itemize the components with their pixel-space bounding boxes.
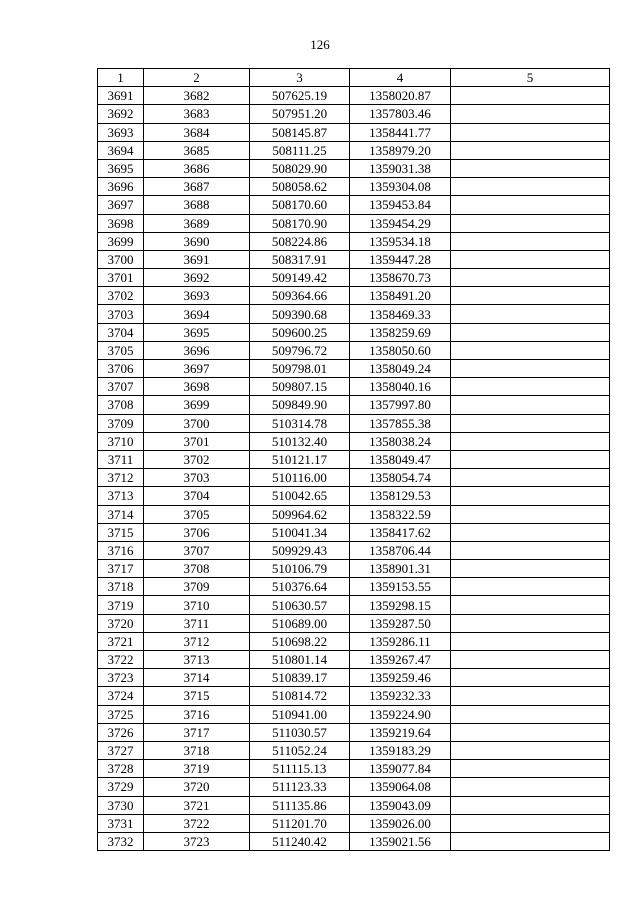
cell-note — [451, 341, 610, 359]
cell-note — [451, 141, 610, 159]
cell-y-coordinate: 1359077.84 — [350, 760, 451, 778]
table-row — [98, 450, 610, 468]
cell-y-coordinate: 1359021.56 — [350, 832, 451, 850]
cell-point-number: 3712 — [98, 469, 144, 487]
cell-x-coordinate: 509149.42 — [250, 269, 350, 287]
cell-point-number: 3692 — [98, 105, 144, 123]
cell-point-number: 3691 — [98, 87, 144, 105]
cell-point-number: 3727 — [98, 741, 144, 759]
table-row — [98, 741, 610, 759]
cell-reference-number: 3709 — [144, 578, 250, 596]
cell-point-number: 3726 — [98, 723, 144, 741]
cell-note — [451, 287, 610, 305]
cell-y-coordinate: 1358417.62 — [350, 523, 451, 541]
cell-x-coordinate: 510116.00 — [250, 469, 350, 487]
page-number: 126 — [310, 37, 330, 52]
cell-x-coordinate: 511030.57 — [250, 723, 350, 741]
cell-x-coordinate: 510801.14 — [250, 651, 350, 669]
cell-note — [451, 432, 610, 450]
cell-reference-number: 3687 — [144, 178, 250, 196]
cell-point-number: 3695 — [98, 159, 144, 177]
cell-x-coordinate: 511115.13 — [250, 760, 350, 778]
cell-note — [451, 105, 610, 123]
cell-note — [451, 269, 610, 287]
cell-x-coordinate: 511123.33 — [250, 778, 350, 796]
table-row — [98, 105, 610, 123]
cell-x-coordinate: 510689.00 — [250, 614, 350, 632]
cell-y-coordinate: 1359031.38 — [350, 159, 451, 177]
cell-note — [451, 232, 610, 250]
table-row — [98, 87, 610, 105]
cell-note — [451, 669, 610, 687]
cell-reference-number: 3697 — [144, 360, 250, 378]
cell-note — [451, 614, 610, 632]
cell-note — [451, 705, 610, 723]
cell-point-number: 3703 — [98, 305, 144, 323]
cell-reference-number: 3682 — [144, 87, 250, 105]
cell-y-coordinate: 1358049.24 — [350, 360, 451, 378]
cell-y-coordinate: 1359026.00 — [350, 814, 451, 832]
table-row — [98, 614, 610, 632]
cell-note — [451, 651, 610, 669]
table-body — [98, 87, 610, 851]
cell-x-coordinate: 510698.22 — [250, 632, 350, 650]
cell-point-number: 3725 — [98, 705, 144, 723]
table-row — [98, 178, 610, 196]
table-row — [98, 432, 610, 450]
cell-note — [451, 832, 610, 850]
cell-reference-number: 3713 — [144, 651, 250, 669]
cell-note — [451, 578, 610, 596]
cell-x-coordinate: 509929.43 — [250, 541, 350, 559]
cell-point-number: 3696 — [98, 178, 144, 196]
cell-x-coordinate: 508224.86 — [250, 232, 350, 250]
cell-y-coordinate: 1359267.47 — [350, 651, 451, 669]
cell-x-coordinate: 508111.25 — [250, 141, 350, 159]
cell-point-number: 3706 — [98, 360, 144, 378]
cell-note — [451, 378, 610, 396]
cell-note — [451, 814, 610, 832]
cell-y-coordinate: 1357803.46 — [350, 105, 451, 123]
cell-x-coordinate: 509807.15 — [250, 378, 350, 396]
cell-point-number: 3694 — [98, 141, 144, 159]
cell-y-coordinate: 1359298.15 — [350, 596, 451, 614]
cell-y-coordinate: 1359183.29 — [350, 741, 451, 759]
cell-note — [451, 323, 610, 341]
cell-point-number: 3704 — [98, 323, 144, 341]
cell-reference-number: 3683 — [144, 105, 250, 123]
cell-x-coordinate: 508058.62 — [250, 178, 350, 196]
cell-y-coordinate: 1359064.08 — [350, 778, 451, 796]
cell-y-coordinate: 1359153.55 — [350, 578, 451, 596]
cell-point-number: 3709 — [98, 414, 144, 432]
cell-reference-number: 3691 — [144, 250, 250, 268]
table-row — [98, 541, 610, 559]
cell-y-coordinate: 1359232.33 — [350, 687, 451, 705]
column-header-4: 4 — [350, 69, 451, 87]
cell-point-number: 3729 — [98, 778, 144, 796]
table-row — [98, 723, 610, 741]
table-row — [98, 487, 610, 505]
cell-point-number: 3728 — [98, 760, 144, 778]
cell-y-coordinate: 1358322.59 — [350, 505, 451, 523]
cell-y-coordinate: 1358040.16 — [350, 378, 451, 396]
cell-y-coordinate: 1357997.80 — [350, 396, 451, 414]
cell-y-coordinate: 1359287.50 — [350, 614, 451, 632]
cell-note — [451, 250, 610, 268]
cell-reference-number: 3704 — [144, 487, 250, 505]
cell-x-coordinate: 509796.72 — [250, 341, 350, 359]
cell-note — [451, 396, 610, 414]
cell-point-number: 3715 — [98, 523, 144, 541]
cell-x-coordinate: 507625.19 — [250, 87, 350, 105]
cell-y-coordinate: 1359447.28 — [350, 250, 451, 268]
cell-point-number: 3710 — [98, 432, 144, 450]
cell-x-coordinate: 509964.62 — [250, 505, 350, 523]
cell-reference-number: 3719 — [144, 760, 250, 778]
cell-reference-number: 3705 — [144, 505, 250, 523]
cell-point-number: 3723 — [98, 669, 144, 687]
table-row — [98, 505, 610, 523]
cell-reference-number: 3722 — [144, 814, 250, 832]
cell-x-coordinate: 510376.64 — [250, 578, 350, 596]
cell-reference-number: 3696 — [144, 341, 250, 359]
table-row — [98, 687, 610, 705]
cell-x-coordinate: 510630.57 — [250, 596, 350, 614]
cell-y-coordinate: 1359534.18 — [350, 232, 451, 250]
cell-y-coordinate: 1358491.20 — [350, 287, 451, 305]
table-row — [98, 469, 610, 487]
cell-x-coordinate: 509798.01 — [250, 360, 350, 378]
cell-point-number: 3720 — [98, 614, 144, 632]
cell-note — [451, 487, 610, 505]
cell-point-number: 3731 — [98, 814, 144, 832]
cell-x-coordinate: 510814.72 — [250, 687, 350, 705]
table-row — [98, 596, 610, 614]
cell-x-coordinate: 511201.70 — [250, 814, 350, 832]
cell-x-coordinate: 510132.40 — [250, 432, 350, 450]
column-header-2: 2 — [144, 69, 250, 87]
cell-point-number: 3713 — [98, 487, 144, 505]
table-row — [98, 250, 610, 268]
cell-reference-number: 3684 — [144, 123, 250, 141]
cell-note — [451, 596, 610, 614]
cell-point-number: 3697 — [98, 196, 144, 214]
table-row — [98, 341, 610, 359]
cell-note — [451, 778, 610, 796]
cell-x-coordinate: 509364.66 — [250, 287, 350, 305]
cell-point-number: 3724 — [98, 687, 144, 705]
cell-y-coordinate: 1359453.84 — [350, 196, 451, 214]
table-header-row — [98, 69, 610, 87]
table-row — [98, 778, 610, 796]
cell-y-coordinate: 1358469.33 — [350, 305, 451, 323]
table-row — [98, 360, 610, 378]
table-row — [98, 578, 610, 596]
cell-y-coordinate: 1358049.47 — [350, 450, 451, 468]
cell-note — [451, 196, 610, 214]
cell-x-coordinate: 510839.17 — [250, 669, 350, 687]
cell-reference-number: 3695 — [144, 323, 250, 341]
cell-y-coordinate: 1358979.20 — [350, 141, 451, 159]
cell-reference-number: 3698 — [144, 378, 250, 396]
cell-point-number: 3714 — [98, 505, 144, 523]
cell-reference-number: 3711 — [144, 614, 250, 632]
table-row — [98, 523, 610, 541]
cell-y-coordinate: 1359304.08 — [350, 178, 451, 196]
cell-y-coordinate: 1358038.24 — [350, 432, 451, 450]
cell-note — [451, 505, 610, 523]
cell-reference-number: 3714 — [144, 669, 250, 687]
cell-reference-number: 3703 — [144, 469, 250, 487]
cell-note — [451, 123, 610, 141]
cell-reference-number: 3712 — [144, 632, 250, 650]
cell-reference-number: 3699 — [144, 396, 250, 414]
table-row — [98, 159, 610, 177]
table-row — [98, 123, 610, 141]
cell-point-number: 3701 — [98, 269, 144, 287]
table-row — [98, 305, 610, 323]
cell-x-coordinate: 509390.68 — [250, 305, 350, 323]
cell-y-coordinate: 1359259.46 — [350, 669, 451, 687]
cell-y-coordinate: 1359286.11 — [350, 632, 451, 650]
cell-y-coordinate: 1358054.74 — [350, 469, 451, 487]
table-row — [98, 232, 610, 250]
table-row — [98, 378, 610, 396]
cell-note — [451, 796, 610, 814]
table-row — [98, 832, 610, 850]
cell-point-number: 3722 — [98, 651, 144, 669]
cell-y-coordinate: 1359219.64 — [350, 723, 451, 741]
cell-y-coordinate: 1359454.29 — [350, 214, 451, 232]
cell-y-coordinate: 1358901.31 — [350, 560, 451, 578]
column-header-1: 1 — [98, 69, 144, 87]
cell-reference-number: 3706 — [144, 523, 250, 541]
cell-y-coordinate: 1359043.09 — [350, 796, 451, 814]
cell-reference-number: 3715 — [144, 687, 250, 705]
table-row — [98, 269, 610, 287]
cell-point-number: 3707 — [98, 378, 144, 396]
cell-reference-number: 3685 — [144, 141, 250, 159]
cell-reference-number: 3692 — [144, 269, 250, 287]
cell-x-coordinate: 511240.42 — [250, 832, 350, 850]
table-row — [98, 414, 610, 432]
cell-reference-number: 3721 — [144, 796, 250, 814]
cell-y-coordinate: 1357855.38 — [350, 414, 451, 432]
cell-point-number: 3718 — [98, 578, 144, 596]
table-row — [98, 705, 610, 723]
table-row — [98, 651, 610, 669]
cell-x-coordinate: 508170.60 — [250, 196, 350, 214]
table-row — [98, 196, 610, 214]
cell-reference-number: 3693 — [144, 287, 250, 305]
cell-point-number: 3700 — [98, 250, 144, 268]
cell-reference-number: 3686 — [144, 159, 250, 177]
table-row — [98, 796, 610, 814]
table-row — [98, 323, 610, 341]
cell-reference-number: 3710 — [144, 596, 250, 614]
cell-note — [451, 541, 610, 559]
cell-point-number: 3698 — [98, 214, 144, 232]
cell-note — [451, 560, 610, 578]
cell-reference-number: 3723 — [144, 832, 250, 850]
cell-point-number: 3730 — [98, 796, 144, 814]
cell-reference-number: 3701 — [144, 432, 250, 450]
cell-x-coordinate: 510121.17 — [250, 450, 350, 468]
cell-point-number: 3699 — [98, 232, 144, 250]
cell-x-coordinate: 507951.20 — [250, 105, 350, 123]
table-row — [98, 560, 610, 578]
cell-reference-number: 3708 — [144, 560, 250, 578]
cell-point-number: 3702 — [98, 287, 144, 305]
table-row — [98, 632, 610, 650]
table-row — [98, 141, 610, 159]
cell-point-number: 3716 — [98, 541, 144, 559]
cell-note — [451, 469, 610, 487]
cell-point-number: 3711 — [98, 450, 144, 468]
cell-y-coordinate: 1358050.60 — [350, 341, 451, 359]
cell-note — [451, 414, 610, 432]
cell-reference-number: 3689 — [144, 214, 250, 232]
cell-point-number: 3721 — [98, 632, 144, 650]
cell-reference-number: 3700 — [144, 414, 250, 432]
cell-note — [451, 741, 610, 759]
cell-y-coordinate: 1358259.69 — [350, 323, 451, 341]
cell-point-number: 3717 — [98, 560, 144, 578]
cell-note — [451, 360, 610, 378]
cell-x-coordinate: 511052.24 — [250, 741, 350, 759]
cell-note — [451, 760, 610, 778]
cell-point-number: 3732 — [98, 832, 144, 850]
cell-point-number: 3693 — [98, 123, 144, 141]
table-row — [98, 669, 610, 687]
cell-note — [451, 178, 610, 196]
cell-x-coordinate: 509600.25 — [250, 323, 350, 341]
cell-note — [451, 723, 610, 741]
cell-reference-number: 3717 — [144, 723, 250, 741]
cell-note — [451, 159, 610, 177]
cell-note — [451, 305, 610, 323]
cell-note — [451, 523, 610, 541]
cell-reference-number: 3720 — [144, 778, 250, 796]
cell-reference-number: 3718 — [144, 741, 250, 759]
cell-y-coordinate: 1358670.73 — [350, 269, 451, 287]
cell-y-coordinate: 1359224.90 — [350, 705, 451, 723]
table-row — [98, 287, 610, 305]
cell-x-coordinate: 508170.90 — [250, 214, 350, 232]
cell-x-coordinate: 510041.34 — [250, 523, 350, 541]
cell-y-coordinate: 1358020.87 — [350, 87, 451, 105]
table-row — [98, 814, 610, 832]
column-header-5: 5 — [451, 69, 610, 87]
coordinates-table — [97, 68, 610, 851]
column-header-3: 3 — [250, 69, 350, 87]
cell-reference-number: 3702 — [144, 450, 250, 468]
cell-x-coordinate: 508029.90 — [250, 159, 350, 177]
cell-reference-number: 3690 — [144, 232, 250, 250]
cell-x-coordinate: 510941.00 — [250, 705, 350, 723]
cell-x-coordinate: 510106.79 — [250, 560, 350, 578]
cell-note — [451, 214, 610, 232]
cell-x-coordinate: 509849.90 — [250, 396, 350, 414]
cell-point-number: 3708 — [98, 396, 144, 414]
cell-point-number: 3705 — [98, 341, 144, 359]
cell-x-coordinate: 510314.78 — [250, 414, 350, 432]
cell-note — [451, 87, 610, 105]
cell-reference-number: 3694 — [144, 305, 250, 323]
cell-reference-number: 3716 — [144, 705, 250, 723]
cell-x-coordinate: 511135.86 — [250, 796, 350, 814]
table-row — [98, 396, 610, 414]
cell-note — [451, 632, 610, 650]
cell-reference-number: 3688 — [144, 196, 250, 214]
cell-point-number: 3719 — [98, 596, 144, 614]
cell-reference-number: 3707 — [144, 541, 250, 559]
cell-y-coordinate: 1358441.77 — [350, 123, 451, 141]
table-row — [98, 760, 610, 778]
cell-x-coordinate: 508145.87 — [250, 123, 350, 141]
cell-x-coordinate: 510042.65 — [250, 487, 350, 505]
table-row — [98, 214, 610, 232]
cell-note — [451, 450, 610, 468]
cell-note — [451, 687, 610, 705]
cell-x-coordinate: 508317.91 — [250, 250, 350, 268]
cell-y-coordinate: 1358706.44 — [350, 541, 451, 559]
cell-y-coordinate: 1358129.53 — [350, 487, 451, 505]
